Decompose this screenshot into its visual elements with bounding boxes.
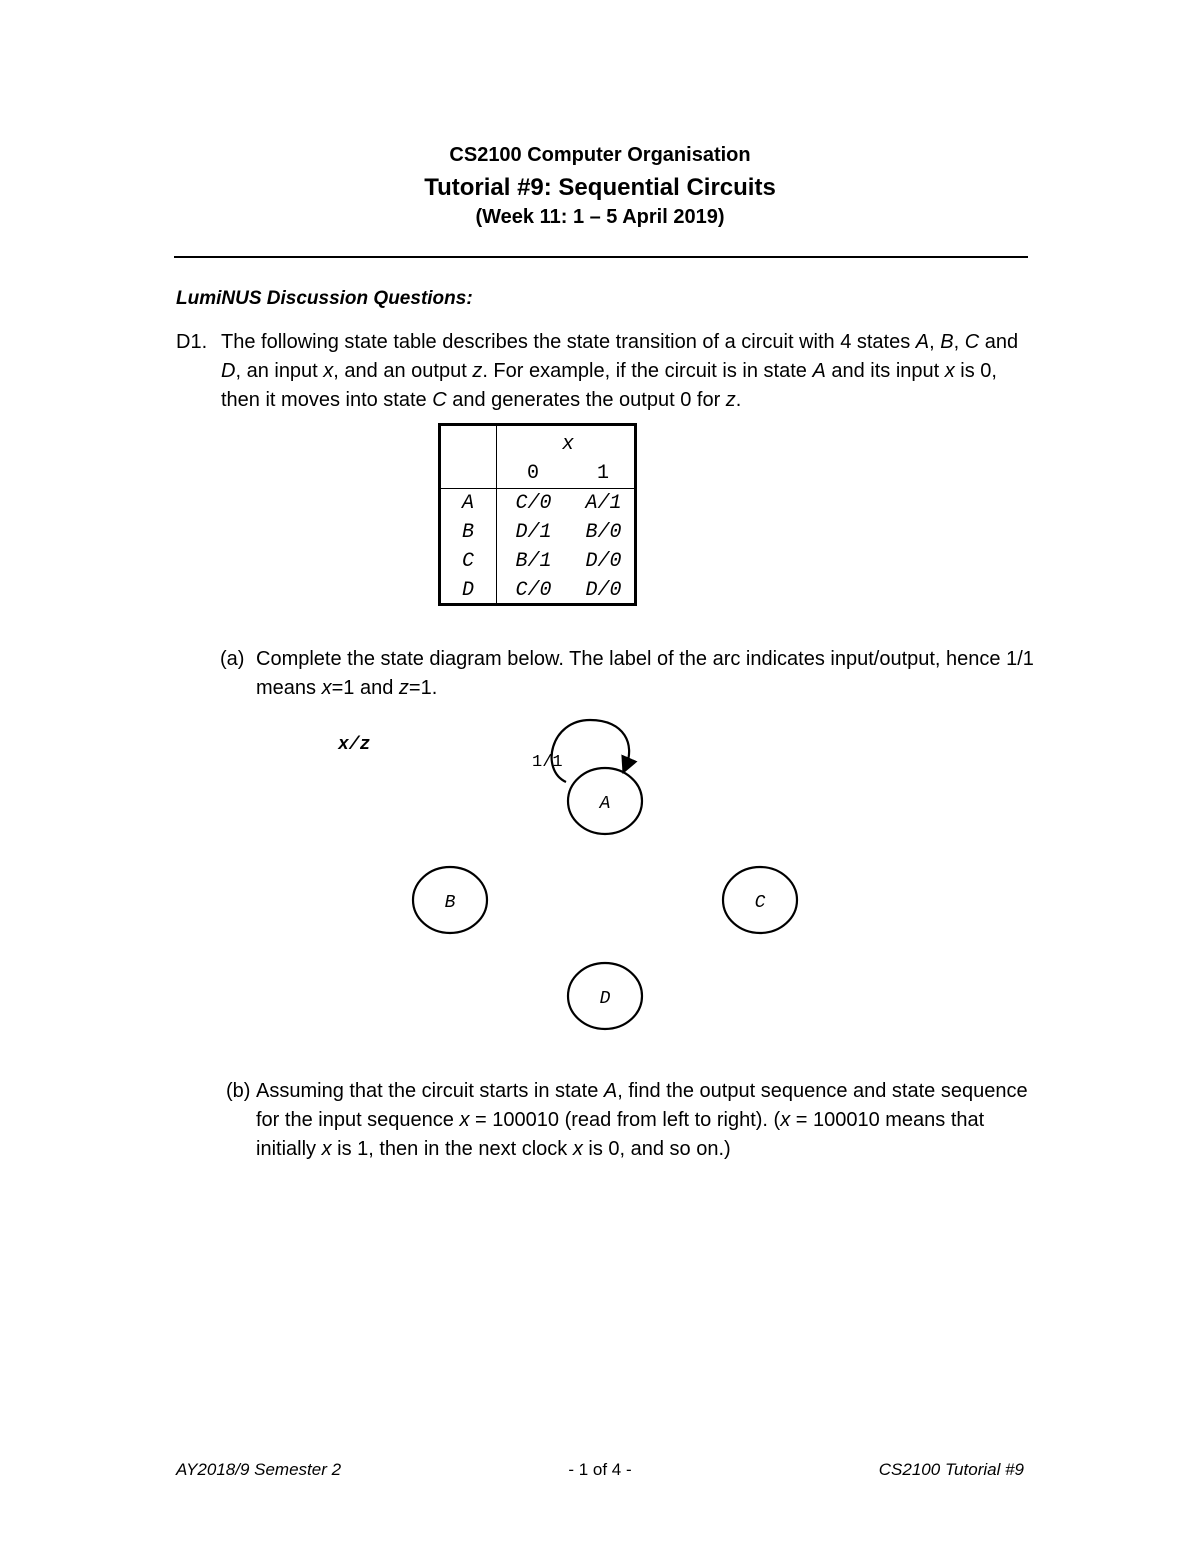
table-cell: D/0: [585, 550, 622, 573]
table-column-header: 1: [596, 462, 609, 485]
state-label-b: B: [444, 893, 456, 913]
question-number: D1.: [176, 331, 208, 353]
part-a-text: Complete the state diagram below. The label of the arc indicates input/output, hence 1/1 means x=1 and z=1.: [256, 648, 1034, 699]
table-cell: B/0: [585, 521, 622, 544]
course-title: CS2100 Computer Organisation: [449, 144, 751, 166]
table-state-label: A: [461, 492, 474, 515]
header-divider: [174, 256, 1028, 258]
part-a-label: (a): [220, 648, 245, 670]
table-divider-vertical: [496, 426, 497, 603]
self-loop-arc: [552, 720, 630, 782]
section-heading: LumiNUS Discussion Questions:: [176, 288, 473, 309]
table-state-label: C: [461, 550, 474, 573]
tutorial-title: Tutorial #9: Sequential Circuits: [424, 174, 776, 201]
state-label-a: A: [599, 794, 611, 814]
table-cell: C/0: [515, 492, 552, 515]
table-state-label: D: [461, 579, 474, 602]
state-label-c: C: [754, 893, 766, 913]
state-label-d: D: [599, 989, 611, 1009]
state-table: [438, 423, 637, 606]
self-loop-label: 1/1: [532, 753, 563, 772]
table-cell: D/0: [585, 579, 622, 602]
table-cell: A/1: [585, 492, 622, 515]
table-cell: D/1: [515, 521, 552, 544]
question-text: The following state table describes the state transition of a circuit with 4 states A, B, C and D, an input x, and an output z. For example, if the circuit is in state A and its input x is 0, then it moves into state C and generates the output 0 for z.: [221, 331, 1019, 411]
table-column-header: 0: [526, 462, 539, 485]
footer-course-tutorial: CS2100 Tutorial #9: [878, 1460, 1024, 1479]
part-b-text: Assuming that the circuit starts in state A, find the output sequence and state sequence for the input sequence x = 100010 (read from left to right). (x = 100010 means that initially x is 1, then in the next clock x is 0, and so on.): [256, 1080, 1028, 1160]
state-diagram: [380, 700, 820, 1040]
table-cell: C/0: [515, 579, 552, 602]
week-line: (Week 11: 1 – 5 April 2019): [475, 206, 725, 228]
part-b-label: (b): [226, 1080, 251, 1102]
footer-page-number: - 1 of 4 -: [568, 1460, 632, 1479]
table-input-label: x: [561, 433, 574, 456]
table-state-label: B: [461, 521, 474, 544]
diagram-legend: x/z: [338, 735, 371, 755]
footer-semester: AY2018/9 Semester 2: [176, 1460, 342, 1479]
table-cell: B/1: [515, 550, 552, 573]
